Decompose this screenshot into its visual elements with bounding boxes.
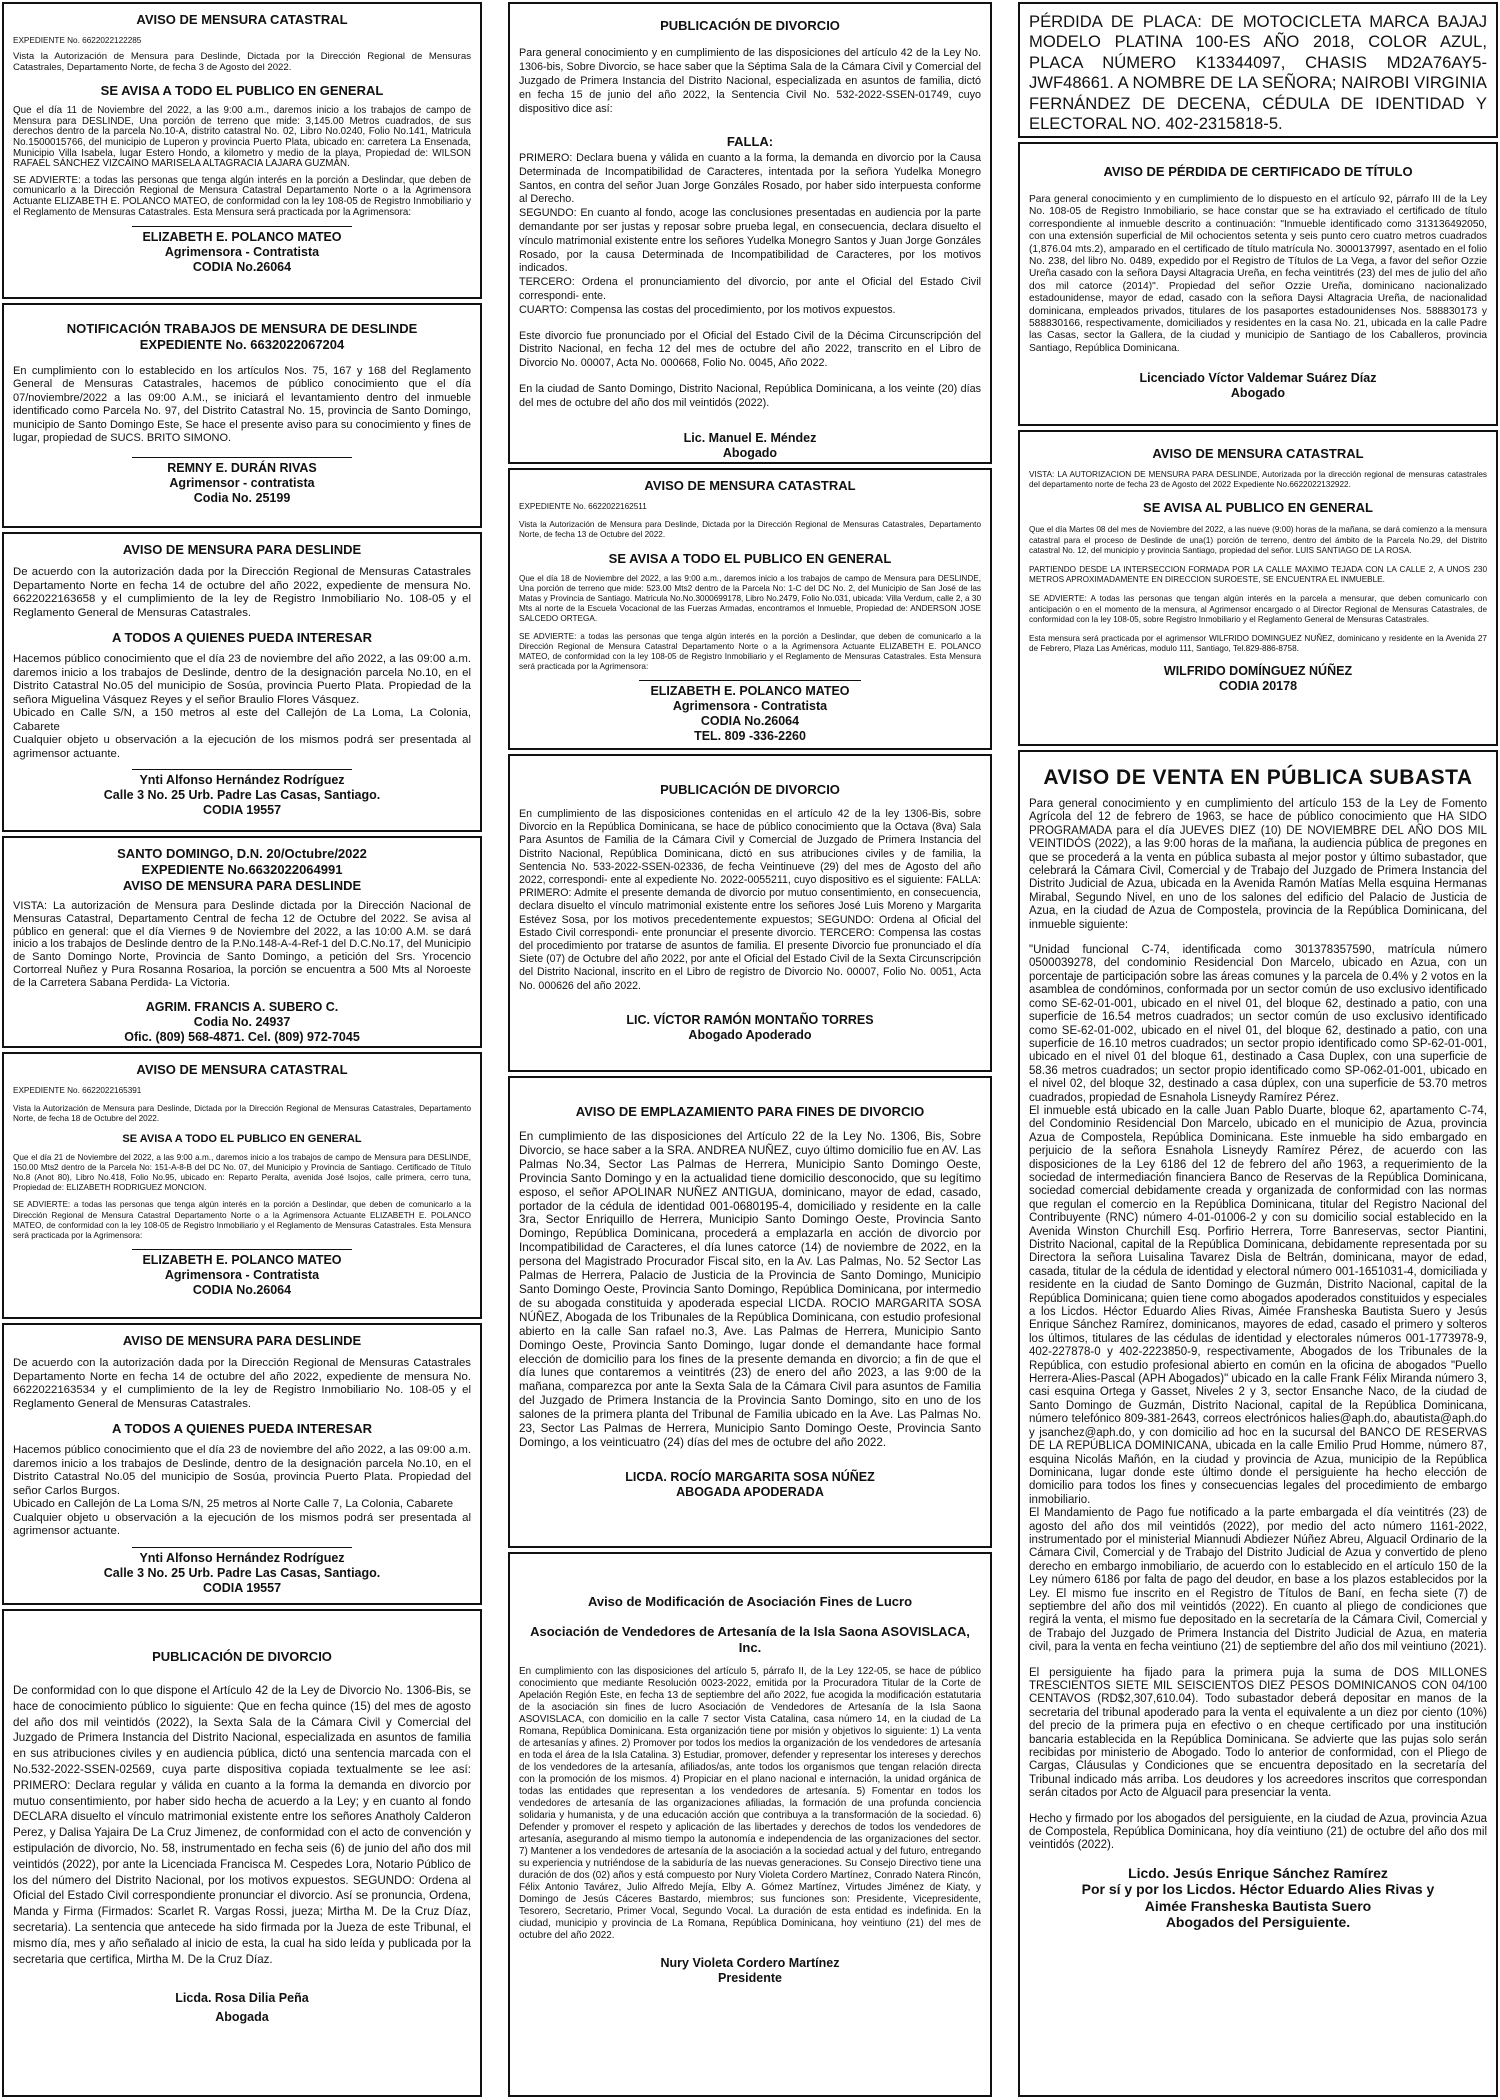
notice-body: Que el día Martes 08 del mes de Noviembre del 2022, a las nueve (9:00) horas de la mañana, se dará comienzo a la mensura catastral para el proceso de Deslinde de una(1) porción de terreno, dentro del ámbito de la Parcela No.29, del Distrito catastral No. 12, del municipio y provincia Santiago, propiedad del señor. LUIS SANTIAGO DE LA ROSA.: [1029, 525, 1487, 555]
signature-role: Abogado: [1230, 386, 1286, 401]
notice-date: SANTO DOMINGO, D.N. 20/Octubre/2022: [117, 846, 367, 861]
notice-body: En cumplimiento con lo establecido en los artículos Nos. 75, 167 y 168 del Reglamento General de Mensuras Catastrales, hacemos de público conocimiento que el día 07/noviembre/2022 a las 09:00 A.M., se iniciará el levantamiento dentro del inmueble identificado como Parcela No. 97, del Distrito Catastral No. 15, provincia de Santo Domingo, municipio de Santo Domingo Este, Se hace el presente aviso para su conocimiento y fines de lugar, propiedad de SUCS. BRITO SIMONO.: [13, 365, 471, 445]
notice-subtitle: A TODOS A QUIENES PUEDA INTERESAR: [111, 630, 373, 645]
notice-divorcio-septima-sala: [508, 2, 992, 464]
signature-name: Ynti Alfonso Hernández Rodríguez: [139, 1550, 345, 1565]
falla-tercero: TERCERO: Ordena el pronunciamiento del divorcio, por ante el Oficial del Estado Civil correspondi- ente.: [519, 276, 981, 302]
signature-co-lawyers: Por sí y por los Licdos. Héctor Eduardo Alies Rivas y: [1081, 1881, 1435, 1898]
notice-body: Hacemos público conocimiento que el día 23 de noviembre del año 2022, a las 09:00 a.m. daremos inicio a los trabajos de Deslinde, dentro de la designación parcela No.10, en el Distrito Catastral No.05 del municipio de Sosúa, provincia Puerto Plata. Propiedad de la señora Miguelina Vásquez Reyes y el señor Braulio Flores Vásquez.: [13, 653, 471, 706]
notice-mensura-catastral-1: [2, 2, 482, 299]
notice-title: AVISO DE MENSURA CATASTRAL: [644, 478, 856, 493]
notice-subtitle: A TODOS A QUIENES PUEDA INTERESAR: [111, 1421, 373, 1436]
notice-title: PUBLICACIÓN DE DIVORCIO: [660, 782, 840, 797]
vista-text: Vista la Autorización de Mensura para Deslinde, Dictada por la Dirección Regional de Mensuras Catastrales, Departamento Norte, de fecha 3 de Agosto del 2022.: [13, 51, 471, 74]
falla-cuarto: CUARTO: Compensa las costas del procedimiento, por los motivos expuestos.: [519, 303, 896, 316]
notice-body: Que el día 11 de Noviembre del 2022, a las 9:00 a.m., daremos inicio a los trabajos de campo de Mensura para DESLINDE, Una porción de terreno que mide: 3,145.00 Metros cuadrados, de sus derechos dentro de la parcela No.10-A, distrito catastral No. 02, Libro No.0240, Folio No.141, Matricula No.1500015766, del municipio de Luperon y provincia Puerto Plata, ubicado en: carretera La Ensenada, Municipio Villa Isabela, lugar Estero Hondo, a kilometro y medio de la playa, Propiedad de: WILSON RAFAEL SÁNCHEZ VIZCAINO MARISELA ALTAGRACIA LAJARA GUZMÁN.: [13, 105, 471, 170]
signature-codia: Codia No. 24937: [193, 1014, 291, 1029]
signature-role: Presidente: [718, 1971, 782, 1985]
notice-body: De acuerdo con la autorización dada por la Dirección Regional de Mensuras Catastrales Departamento Norte en fecha 14 de octubre del año 2022, expediente de mensura No. 6622022163534 y el cumplimiento de la ley de Registro Inmobiliario No. 108-05 y el Reglamento General de Mensuras Catastrales.: [13, 1357, 471, 1410]
signature-name: Ynti Alfonso Hernández Rodríguez: [139, 773, 345, 787]
signature-name: LIC. VÍCTOR RAMÓN MONTAÑO TORRES: [626, 1012, 874, 1027]
notice-mensura-deslinde-1: [2, 532, 482, 832]
notice-body: En cumplimiento de las disposiciones contenidas en el artículo 42 de la ley 1306-Bis, sobre Divorcio en la República Dominicana, se hace de público conocimiento que la Octava (8va) Sala Para Asuntos de Familia de la Cámara Civil y Comercial de Juzgado de Primera Instancia del Distrito Nacional, República Dominicana, dictó en sus atribuciones civiles y de familia, la Sentencia No. 533-2022-SSEN-02336, de fecha Veintinueve (29) del mes de Agosto del año 2022, correspondi- ente al expediente No. 2022-0055211, cuyo dispositivo es el siguiente: FALLA: PRIMERO: Admite el presente demanda de divorcio por mutuo consentimiento, en consecuencia, declara disuelto el vínculo matrimonial existente entre los señores José Luis Moreno y Margarita Estévez Sosa, por los motivos precedentemente expuestos; SEGUNDO: Ordena al Oficial del Estado Civil correspondi- ente pronunciar el presente divorcio. TERCERO: Compensa las costas del procedimiento por tratarse de asuntos de familia. El presente Divorcio fue pronunciado el día Siete (07) de Octubre del año 2022, por ante el Oficial del Estado Civil de la Sexta Circunscripción del Distrito Nacional, inscrito en el Libro de registro de Divorcio No. 00007, Folio No. 0051, Acta No. 000626 del año 2022.: [519, 808, 981, 992]
advierte-text: SE ADVIERTE: a todas las personas que tenga algún interés en la porción a Deslindar, que deben de comunicarlo a la Dirección Regional de Mensura Catastral Departamento Norte o a la Agrimensora Actuante ELIZABETH E. POLANCO MATEO, de conformidad con la ley 108-05 de Registro Inmobiliario y el Reglamento de Mensuras Catastrales. Esta Mensura será practicada por la Agrimensora:: [13, 174, 471, 218]
notice-body: En cumplimiento de las disposiciones del Artículo 22 de la Ley No. 1306, Bis, Sobre Divorcio, se hace saber a la SRA. ANDREA NUÑEZ, cuyo último domicilio fue en AV. Las Palmas No.34, Sector Las Palmas de Herrera, Municipio Santo Domingo Oeste, Provincia Santo Domingo y en la actualidad tiene domicilio desconocido, que su legítimo esposo, el señor APOLINAR NUÑEZ ANTIGUA, dominicano, mayor de edad, casado, portador de la cédula de identidad 001-0680195-4, domiciliado y residente en la calle 3ra, Sector Enriquillo de Herrera, Municipio Santo Domingo Oeste, Provincia Santo Domingo, República Dominicana, procederá a emplazarla en acción de divorcio por Incompatibilidad de Caracteres, el día lunes catorce (14) de noviembre de 2022, en la persona del Magistrado Procurador Fiscal sito, en la Av. Las Palmas, No. 52 Sector Las Palmas de Herrera, Palacio de Justicia de la Provincia de Santo Domingo, Municipio Santo Domingo Oeste, Provincia Santo Domingo, República Dominicana, por intermedio de su abogada constituida y apoderada especial LICDA. ROCIO MARGARITA SOSA NÚÑEZ, Abogada de los Tribunales de la República Dominicana, con estudio profesional abierto en la calle San rafael no.3, Ave. Las Palmas de Herrera, Municipio Santo Domingo Oeste, Provincia Santo Domingo, lugar donde el demandante hace formal elección de domicilio para los fines de la presente demanda en divorcio; a fin de que el día lunes que contaremos a veintitrés (23) de enero del año 2023, a las 9:00 de la mañana, comparezca por ante la Sexta Sala de la Cámara Civil para asuntos de Familia del Juzgado de Primera Instancia de la Provincia Santo Domingo, sito en uno de los salones de la primera planta del Tribunal de Familia ubicado en la Ave. Las Palmas No. 23, Sector Las Palmas de Herrera, Municipio Santo Domingo Oeste, Provincia Santo Domingo, a los veinticuatro (24) días del mes de octubre del año 2022.: [519, 1130, 981, 1449]
notice-expediente: EXPEDIENTE No.6632022064991: [141, 862, 343, 877]
notice-body: Para general conocimiento y en cumplimiento de las disposiciones del artículo 42 de la Ley No. 1306-bis, Sobre Divorcio, se hace saber que la Séptima Sala de la Cámara Civil y Comercial del Juzgado de Primera Instancia del Distrito Nacional, especializada en asuntos de familia, dictó en fecha 15 de junio del año 2022, la Sentencia Civil No. 532-2022-SSEN-01749, cuyo dispositivo dice así:: [519, 47, 981, 115]
notice-title: AVISO DE MENSURA PARA DESLINDE: [122, 878, 362, 893]
notice-body: De acuerdo con la autorización dada por la Dirección Regional de Mensuras Catastrales Departamento Norte en fecha 14 de octubre del año 2022, expediente de mensura No. 6622022163658 y el cumplimiento de la ley de Registro Inmobiliario No. 108-05 y el Reglamento General de Mensuras Catastrales.: [13, 566, 471, 619]
falla-heading: FALLA:: [726, 134, 774, 149]
notice-title: AVISO DE MENSURA CATASTRAL: [136, 1062, 348, 1077]
signature-co-lawyer: Aimée Fransheska Bautista Suero: [1144, 1897, 1372, 1914]
notice-mensura-catastral-col2: [508, 468, 992, 750]
signature-codia: CODIA No.26064: [700, 714, 800, 729]
subasta-intro: Para general conocimiento y en cumplimiento del artículo 153 de la Ley de Fomento Agrícola del 12 de febrero de 1963, se hace de público conocimiento que HA SIDO PROGRAMADA para el día JUEVES DIEZ (10) DE NOVIEMBRE DEL AÑO DOS MIL VEINTIDÓS (2022), a las 9:00 horas de la mañana, la audiencia pública de pregones en que se procederá a la venta en pública subasta al mejor postor y último subastador, que celebrará la Cámara Civil, Comercial y de Trabajo del Juzgado de Primera Instancia del Distrito Judicial de Azua, ubicada en la Avenida Ramón Matías Mella esquina Hermanas Mirabal, Segundo Nivel, en uno de los salones del edificio del Palacio de Justicia de Azua, en la ciudad de Azua de Compostela, provincia de la República Dominicana, del inmueble siguiente:: [1029, 798, 1487, 931]
notice-deslinde-notificacion: [2, 303, 482, 528]
signature-role: Agrimensor - contratista: [169, 476, 315, 491]
falla-segundo: SEGUNDO: En cuanto al fondo, acoge las conclusiones presentadas en audiencia por la parte demandante por ser justas y reposar sobre prueba legal, en consecuencia, declara disuelto el vínculo matrimonial existente entre los señores Yudelka Monegro Santos y Juan Jorge Gonzáles Rosado, por la causa Determinada de Incompatibilidad de Caracteres, por los motivos indicados.: [519, 207, 981, 275]
notice-title: AVISO DE MENSURA CATASTRAL: [136, 12, 348, 27]
signature-name: WILFRIDO DOMÍNGUEZ NÚÑEZ: [1163, 664, 1353, 679]
notice-location: Ubicado en Calle S/N, a 150 metros al este del Callejón de La Loma, La Colonia, Cabarete: [13, 707, 471, 733]
inmueble-description: "Unidad funcional C-74, identificada como 301378357590, matrícula número 0500039278, del condominio Residencial Don Marcelo, ubicado en Azua, con un porcentaje de participación sobre las áreas comunes y la parcela de 0.4% y 2 votos en la asamblea de condóminos, conformada por un sector común de uso exclusivo identificado como SE-62-01-001, ubicado en el nivel 01, del bloque 62, destinado a patio, con una superficie de 16.54 metros cuadrados; un sector común de uso exclusivo identificado como SE-62-01-002, ubicado en el nivel 01, del bloque 62, destinado a patio, con una superficie de 16.10 metros cuadrados; un sector propio identificado como SP-62-01-001, ubicado en el nivel 01 del bloque 61, destinado a Casa Duplex, con una superficie de 58.36 metros cuadrados; un sector propio identificado como SP-062-01-001, ubicado en el nivel 02, del bloque 32, destinado a casa dúplex, con una superficie de 53.70 metros cuadrados, propiedad de Esnahola Lisneydy Ramírez Pérez.: [1029, 944, 1487, 1104]
agrimensor-text: Esta mensura será practicada por el agrimensor WILFRIDO DOMINGUEZ NUÑEZ, dominicano y residente en la Avenida 27 de Febrero, Plaza Las Américas, modulo 111, Santiago, Tel.829-886-8758.: [1029, 634, 1487, 654]
signature-role: Abogado: [722, 445, 778, 460]
signature-name: ELIZABETH E. POLANCO MATEO: [142, 230, 342, 245]
signature-address: Calle 3 No. 25 Urb. Padre Las Casas, Santiago.: [103, 788, 381, 802]
notice-title: PUBLICACIÓN DE DIVORCIO: [660, 18, 840, 33]
notice-subtitle: SE AVISA A TODO EL PUBLICO EN GENERAL: [608, 550, 892, 566]
embargo-details: El inmueble está ubicado en la calle Juan Pablo Duarte, bloque 62, apartamento C-74, del Condominio Residencial Don Marcelo, ubicado en el municipio de Azua, provincia Azua de Compostela, República Dominicana. Este inmueble ha sido embargado en perjuicio de la señora Esnahola Lisneydy Ramírez Pérez, de acuerdo con las disposiciones de la Ley 6186 del 12 de febrero del año 1963, a requerimiento de la sociedad de intermediación financiera Banco de Reservas de la República Dominicana, sociedad comercial debidamente creada y organizada de conformidad con las normas que regulan el comercio en la República Dominicana, titular del Registro Nacional del Contribuyente (RNC) número 4-01-01006-2 y con su domicilio social establecido en la Avenida Winston Churchill Esq. Porfirio Herrera, Torre Banreservas, sector Piantini, Distrito Nacional, capital de la República Dominicana, debidamente representada por su Directora la señora Luisalina Tavarez Disla de Beltrán, dominicana, mayor de edad, casada, titular de la cédula de identidad y electoral número 001-1651031-4, domiciliada y residente en la ciudad de Santo Domingo de Guzmán, Distrito Nacional, capital de la República Dominicana; quien tiene como abogados apoderados constituidos y especiales a los Licdos. Héctor Eduardo Alies Rivas, Aimée Fransheska Bautista Suero y Jesús Enrique Sánchez Ramírez, dominicanos, mayores de edad, casado el primero y solteros los últimos, titulares de las cédulas de identidad y electorales números 001-1773978-9, 402-227878-0 y 402-2223850-9, respectivamente, Abogados de los Tribunales de la República, con estudio profesional abierto en común en la oficina de abogados "Puello Herrera-Alies-Pascal (APH Abogados)" ubicado en la calle Frank Félix Miranda número 3, casi esquina Ortega y Gasset, Niveles 2 y 3, sector Ensanche Naco, de la ciudad de Santo Domingo de Guzmán, Distrito Nacional, capital de la República Dominicana, número telefónico 809-381-2643, correos electrónicos halies@aph.do, abautista@aph.do y jsanchez@aph.do, y con domicilio ad hoc en la sucursal del BANCO DE RESERVAS DE LA REPÚBLICA DOMINICANA, ubicada en la calle Emilio Prud Homme, número 87, esquina Nicolás Mañón, en la ciudad y provincia de Azua, municipio de la República Dominicana, lugar donde este último donde el persiguiente ha hecho elección de domicilio para todos los fines y consecuencias legales del procedimiento de embargo inmobiliario.: [1029, 1104, 1487, 1506]
notice-venta-publica-subasta: [1018, 750, 1498, 2097]
vista-text: Vista la Autorización de Mensura para Deslinde, Dictada por la Dirección Regional de Mensuras Catastrales, Departamento Norte, de fecha 18 de Octubre del 2022.: [13, 1104, 471, 1124]
notice-body: Hacemos público conocimiento que el día 23 de noviembre del año 2022, a las 09:00 a.m. daremos inicio a los trabajos de Deslinde, dentro de la designación parcela No.10, en el Distrito Catastral No.05 del municipio de Sosúa, provincia Puerto Plata. Propiedad del señor Carlos Burgos.: [13, 1444, 471, 1497]
signature-role: Agrimensora - Contratista: [672, 699, 828, 714]
signature-role: Abogados del Persiguiente.: [1165, 1914, 1351, 1931]
signature-line: [132, 1249, 352, 1250]
signature-name: REMNY E. DURÁN RIVAS: [167, 461, 317, 476]
notice-title: AVISO DE MENSURA PARA DESLINDE: [122, 1333, 362, 1348]
firma-text: Hecho y firmado por los abogados del persiguiente, en la ciudad de Azua, provincia Azua de Compostela, República Dominicana, hoy día veintiuno (21) de octubre del año dos mil veintidós (2022).: [1029, 1812, 1487, 1852]
notice-title: AVISO DE PÉRDIDA DE CERTIFICADO DE TÍTULO: [1103, 164, 1413, 179]
notice-subtitle: SE AVISA AL PUBLICO EN GENERAL: [1143, 500, 1373, 516]
vista-text: Vista la Autorización de Mensura para Deslinde, Dictada por la Dirección Regional de Mensuras Catastrales, Departamento Norte, de fecha 13 de Octubre del 2022.: [519, 520, 981, 540]
fecha-text: En la ciudad de Santo Domingo, Distrito Nacional, República Dominicana, a los veinte (20) días del mes de octubre del año dos mil veintidós (2022).: [519, 382, 981, 409]
notice-perdida-placa: [1018, 2, 1498, 138]
notice-body: Que el día 21 de Noviembre del 2022, a las 9:00 a.m., daremos inicio a los trabajos de campo de Mensura para DESLINDE, 150.00 Mts2 dentro de la Parcela No: 151-A-8-B del DC No. 07, del Municipio y Provincia de Santiago. Certificado de Título No.8 (Anot 80), Libro No.418, Folio No.95, ubicado en: Reparto Peralta, avenida José Isojos, calle primera, cerro tuna, Propiedad de: ELIZABETH RODRIGUEZ MONCION.: [13, 1152, 471, 1193]
notice-location: Ubicado en Callejón de La Loma S/N, 25 metros al Norte Calle 7, La Colonia, Cabarete: [13, 1498, 454, 1510]
advierte-text: SE ADVIERTE: a todas las personas que tenga algún interés en la porción a Deslindar, que deben de comunicarlo a la Dirección Regional de Mensura Catastral Departamento Norte o a la Agrimensora Actuante ELIZABETH E. POLANCO MATEO, de conformidad con la ley 108-05 de Registro Inmobiliario y el Reglamento de Mensuras Catastrales. Esta Mensura será practicada por la Agrimensora:: [13, 1200, 471, 1241]
notice-title: PUBLICACIÓN DE DIVORCIO: [152, 1649, 332, 1664]
advierte-text: SE ADVIERTE: A todas las personas que tengan algún interés en la parcela a mensurar, que deben comunicarlo con anticipación o en el momento de la mensura, al Agrimensor encargado o al Director Regional de Mensuras Catastrales, de conformidad con la ley 108-05, sobre Registro Inmobiliario y el Reglamento General de Mensuras Catastrales.: [1029, 594, 1487, 624]
notice-body: PÉRDIDA DE PLACA: DE MOTOCICLETA MARCA BAJAJ MODELO PLATINA 100-ES AÑO 2018, COLOR AZUL, PLACA NÚMERO K13344097, CHASIS MD2A76AY5-JWF48661. A NOMBRE DE LA SEÑORA; NAIROBI VIRGINIA FERNÁNDEZ DE DECENA, CÉDULA DE IDENTIDAD Y ELECTORAL NO. 402-2315818-5.: [1029, 12, 1487, 134]
notice-body: Para general conocimiento y en cumplimiento de lo dispuesto en el artículo 92, párrafo III de la Ley No. 108-05 de Registro Inmobiliario, se hace constar que se ha extraviado el certificado de título correspondiente al inmueble descrito a continuación: "Inmueble identificado como 313136492050, con una extensión superficial de Mil ochocientos setenta y seis punto cero cuatro metros cuadrados (1,876.04 mts.2), amparado en el certificado de título matrícula No. 3000137997, asentado en el folio No. 238, del libro No. 0489, expedido por el Registro de Títulos de La Vega, a favor del señor Ozzie Ureña casado con la señora Daysi Altagracia Ureña, en fecha veintitrés (23) del mes de julio del año dos mil catorce (2014)". Propiedad del señor Ozzie Ureña, dominicano nacionalizado estadounidense, mayor de edad, casado con la señora Daysi Altagracia Ureña, de nacionalidad dominicana, empleados privados, titulares de los pasaportes estadounidenses Nos. 588830173 y 588830166, respectivamente, domiciliados y residentes en la casa No. 21, ubicada en la calle Padre las Casas, sector la Gallera, de la ciudad y municipio de Santiago de los Caballeros, provincia Santiago, República Dominicana.: [1029, 194, 1487, 354]
notice-mensura-catastral-2: [2, 1052, 482, 1319]
notice-location: PARTIENDO DESDE LA INTERSECCION FORMADA POR LA CALLE MAXIMO TEJADA CON LA CALLE 2, A UNOS 230 METROS APROXIMADAMENTE EN DIRECCION SUROESTE, SE ENCUENTRA EL INMUEBLE.: [1029, 565, 1487, 585]
primera-puja: El persiguiente ha fijado para la primera puja la suma de DOS MILLONES TRESCIENTOS SIETE MIL SEISCIENTOS DIEZ PESOS DOMINICANOS CON 04/100 CENTAVOS (RD$2,307,610.04). Todo subastador deberá depositar en manos de la secretaria del tribunal apoderado para la venta el equivalente a un diez por ciento (10%) del precio de la primera puja en efectivo o en cheque certificado por una institución bancaria establecida en la República Dominicana. Se advierte que las pujas solo serán recibidas por ministerio de Abogado. Todo lo anterior de conformidad, con el Pliego de Cargas, Cláusulas y Condiciones que se encuentra depositado en la secretaría del Tribunal indicado más arriba. Los deudores y los acreedores inscritos que correspondan serán citados por Acto de Alguacil para presenciar la venta.: [1029, 1666, 1487, 1800]
signature-codia: CODIA No.26064: [192, 1283, 292, 1298]
signature-role: Agrimensora - Contratista: [164, 1268, 320, 1283]
notice-closing: Cualquier objeto u observación a la ejecución de los mismos podrá ser presentada al agrimensor actuante.: [13, 1511, 471, 1537]
signature-name: Licda. Rosa Dilia Peña: [175, 1991, 309, 2006]
notice-perdida-certificado: [1018, 142, 1498, 426]
mandamiento-pago: El Mandamiento de Pago fue notificado a la parte embargada el día veintitrés (23) de agosto del año dos mil veintidós (2022), por medio del acto número 1161-2022, instrumentado por el ministerial Miannudi Abdiezer Núñez Abreu, Alguacil Ordinario de la Cámara Civil, Comercial y de Trabajo del Distrito Judicial de Azua y convertido de pleno derecho en embargo inmobiliario, de acuerdo con lo establecido en el artículo 150 de la Ley número 6186 por falta de pago del deudor, en base a los plazos establecidos por la Ley. El mismo fue inscrito en el Registro de Títulos de Baní, en fecha siete (7) de septiembre del año dos mil veintidós (2022). En cuanto al pliego de condiciones que regirá la venta, el mismo fue depositado en la secretaría de la Cámara Civil, Comercial y de Trabajo del Juzgado de Primera Instancia del Distrito Judicial de Azua, en materia civil, para la venta en fecha veintiuno (21) de septiembre del año dos mil veintiuno (2021).: [1029, 1507, 1487, 1654]
notice-title: Aviso de Modificación de Asociación Fines de Lucro: [587, 1594, 913, 1609]
advierte-text: SE ADVIERTE: a todas las personas que tenga algún interés en la porción a Deslindar, que deben de comunicarlo a la Dirección Regional de Mensura Catastral Departamento Norte o a la Agrimensora Actuante ELIZABETH E. POLANCO MATEO, de conformidad con la ley 108-05 de Registro Inmobiliario y el Reglamento de Mensuras Catastrales. Esta Mensura será practicada por la Agrimensora:: [519, 631, 981, 672]
notice-emplazamiento-divorcio: [508, 1076, 992, 1548]
signature-codia: CODIA 19557: [202, 803, 282, 817]
signature-codia: Codia No. 25199: [193, 491, 291, 506]
pronunciamiento-text: Este divorcio fue pronunciado por el Oficial del Estado Civil de la Décima Circunscripción del Distrito Nacional, en fecha 12 del mes de octubre del año 2022, transcrito en el Libro de Divorcio No. 00007, Acta No. 000668, Folio No. 0045, Año 2022.: [519, 329, 981, 370]
expediente-number: EXPEDIENTE No. 6622022162511: [519, 502, 647, 511]
signature-name: LICDA. ROCÍO MARGARITA SOSA NÚÑEZ: [625, 1469, 875, 1484]
notice-mensura-catastral-col3: [1018, 430, 1498, 746]
signature-name: ELIZABETH E. POLANCO MATEO: [142, 1253, 342, 1268]
signature-name: Lic. Manuel E. Méndez: [683, 430, 817, 445]
signature-line: [132, 1547, 352, 1548]
signature-role: Abogada: [215, 2010, 269, 2025]
association-name: Asociación de Vendedores de Artesanía de la Isla Saona ASOVISLACA, Inc.: [530, 1624, 970, 1655]
vista-text: VISTA: LA AUTORIZACION DE MENSURA PARA DESLINDE, Autorizada por la dirección regional de mensuras catastrales del departamento norte de fecha 23 de Agosto del 2022 Expediente No.6622022132922.: [1029, 470, 1487, 490]
notice-title: AVISO DE EMPLAZAMIENTO PARA FINES DE DIVORCIO: [575, 1104, 925, 1119]
notice-subtitle: SE AVISA A TODO EL PUBLICO EN GENERAL: [100, 83, 384, 99]
signature-phone: Ofic. (809) 568-4871. Cel. (809) 972-7045: [124, 1029, 360, 1044]
signature-phone: TEL. 809 -336-2260: [694, 729, 806, 744]
notice-title: NOTIFICACIÓN TRABAJOS DE MENSURA DE DESLINDE: [66, 321, 418, 336]
signature-role: ABOGADA APODERADA: [676, 1484, 824, 1499]
signature-codia: CODIA No.26064: [192, 260, 292, 275]
expediente-number: EXPEDIENTE No. 6622022165391: [13, 1086, 142, 1095]
falla-primero: PRIMERO: Declara buena y válida en cuanto a la forma, la demanda en divorcio por la Causa Determinada de Incompatibilidad de Caracteres, intentada por la señora Yudelka Monegro Santos, en contra del señor Juan Jorge Gonzáles Rosado, por haber sido interpuesta conforme al Derecho.: [519, 152, 981, 206]
notice-title: AVISO DE MENSURA PARA DESLINDE: [122, 542, 362, 557]
signature-name: Nury Violeta Cordero Martínez: [660, 1956, 840, 1970]
notice-title: AVISO DE VENTA EN PÚBLICA SUBASTA: [1043, 766, 1473, 789]
signature-codia: CODIA 19557: [202, 1580, 282, 1595]
notice-subtitle: SE AVISA A TODO EL PUBLICO EN GENERAL: [122, 1132, 362, 1145]
signature-line: [132, 457, 352, 458]
signature-role: Agrimensora - Contratista: [164, 245, 320, 260]
notice-expediente: EXPEDIENTE No. 6632022067204: [139, 337, 345, 352]
signature-name: ELIZABETH E. POLANCO MATEO: [650, 684, 850, 699]
notice-divorcio-col1: [2, 1609, 482, 2097]
notice-mensura-deslinde-2: [2, 1323, 482, 1605]
signature-line: [132, 769, 352, 770]
signature-address: Calle 3 No. 25 Urb. Padre Las Casas, Santiago.: [103, 1565, 381, 1580]
notice-body: VISTA: La autorización de Mensura para Deslinde dictada por la Dirección Nacional de Mensuras Catastral, Departamento Central de fecha 12 de Octubre del 2022. Se avisa al público en general: que el día Viernes 9 de Noviembre del 2022, a las 10:00 A.M. se dará inicio a los trabajos de Deslinde dentro de la P.No.148-A-4-Ref-1 del D.C.No.17, del Municipio de Santo Domingo Norte, Provincia de Santo Domingo, a petición del Srs. Yrocencio Cortorreal Nuñez y Pura Rosanna Rosarioa, la porción se encuentra a 500 Mts al Noroeste de la Carretera Sabana Perdida- La Victoria.: [13, 900, 471, 989]
notice-title: AVISO DE MENSURA CATASTRAL: [1152, 446, 1364, 461]
expediente-number: EXPEDIENTE No. 6622022122285: [13, 36, 142, 45]
signature-codia: CODIA 20178: [1218, 679, 1298, 694]
signature-line: [639, 680, 861, 681]
notice-body: De conformidad con lo que dispone el Artículo 42 de la Ley de Divorcio No. 1306-Bis, se hace de conocimiento público lo siguiente: Que en fecha quince (15) del mes de agosto del año dos mil veintidós (2022), la Sexta Sala de la Cámara Civil y Comercial del Juzgado de Primera Instancia del Distrito Nacional, especializada en asuntos de familia en sus atribuciones civiles y en audiencia pública, dictó una sentencia marcada con el No.532-2022-SSEN-02569, cuya parte dispositiva copiada textualmente se lee así: PRIMERO: Declara regular y válida en cuanto a la forma la demanda en divorcio por mutuo consentimiento, por haber sido hecha de acuerdo a la Ley; y en cuanto al fondo DECLARA disuelto el vínculo matrimonial existente entre los señores Anatholy Calderon Perez, y Dalisa Yajaira De La Cruz Jimenez, de conformidad con el acto de convención y estipulación de divorcio, No. 58, instrumentado en fecha seis (6) de junio del año dos mil veintidós (2022), por ante la Licenciada Francisca M. Cespedes Lora, Notario Público de los del número del Distrito Nacional, por los motivos expuestos. SEGUNDO: Ordena al Oficial del Estado Civil correspondiente pronunciar el divorcio. Así se pronuncia, Ordena, Manda y Firma (Firmados: Scarlet R. Vargas Rossi, jueza; Mirtha M. De la Cruz Díaz, secretaria). La sentencia que antecede ha sido firmada por la Jueza de este Tribunal, el mismo día, mes y año señalado al inicio de esta, la cual ha sido leída y publicada por la secretaria que certifica, Mirtha M. De la Cruz Díaz.: [13, 1684, 471, 1966]
signature-name: AGRIM. FRANCIS A. SUBERO C.: [145, 999, 339, 1014]
signature-line: [132, 226, 352, 227]
signature-name: Licdo. Jesús Enrique Sánchez Ramírez: [1128, 1864, 1388, 1881]
notice-closing: Cualquier objeto u observación a la ejecución de los mismos podrá ser presentada al agrimensor actuante.: [13, 734, 471, 760]
notice-modificacion-asociacion: [508, 1552, 992, 2097]
notice-body: Que el día 18 de Noviembre del 2022, a las 9:00 a.m., daremos inicio a los trabajos de campo de Mensura para DESLINDE, Una porción de terreno que mide: 523.00 Mts2 dentro de la Parcela No: 1-C del DC No. 2, del Municipio de San José de las Matas y Provincia de Santiago. Matricula No.No.3000699178, Libro No.2479, Folio No.031, ubicada: Villa Verdum, calle 2, a 30 Mts al norte de la Escuela Vocacional de las Fuerzas Armadas, encontramos el Inmueble, Propiedad de: ANDERSON JOSE SALCEDO ORTEGA.: [519, 573, 981, 624]
signature-role: Abogado Apoderado: [688, 1027, 812, 1042]
signature-name: Licenciado Víctor Valdemar Suárez Díaz: [1139, 371, 1377, 386]
notice-body: En cumplimiento con las disposiciones del artículo 5, párrafo II, de la Ley 122-05, se hace de público conocimiento que mediante Resolución 0023-2022, emitida por la Procuradora Titular de la Corte de Apelación Región Este, en fecha 13 de septiembre del año 2022, fue acogida la modificación estatutaria de la asociación sin fines de lucro Asociación de Vendedores de Artesanía de la Isla Saona ASOVISLACA, con domicilio en la calle 7 sector Vista Catalina, casa número 14, en la ciudad de La Romana, República Dominicana. Esta organización tiene por misión y objetivos lo siguiente: 1) La venta de artesanías y afines. 2) Promover por todos los medios la organización de los vendedores de artesanía en toda el área de la Isla Catalina. 3) Estudiar, promover, defender y representar los intereses y derechos de los vendedores de la artesanía, afiliados/as, ante todos los organismos que tengan relación directa con la promoción de los mismos. 4) Propiciar en el plano nacional e internación, la unidad orgánica de todas las entidades que representan a los vendedores de artesanía. 5) Fomentar en todos los vendedores de artesanía de las organizaciones afiliadas, la formación de una profunda conciencia solidaria y humanista, y de una educación acción que contribuya a la transformación de la sociedad. 6) Defender y promover el respeto y aplicación de las libertades y derechos de todos los vendedores de artesanía, asegurando al mismo tiempo la autonomía e independencia de las organizaciones del sector. 7) Mantener a los vendedores de artesanía de la asociación a la sociedad actual y del futuro, entregando su experiencia y nutriéndose de la sabiduría de las nuevas generaciones. Su Consejo Directivo tiene una duración de dos (02) años y está compuesto por Nury Violeta Cordero Martínez, Conrado Natera Rincón, Félix Antonio Tavárez, Julio Alfredo Mejía, Elby A. Gómez Martínez, Virtudes Jiménez de Kiaty, y Domingo de Jesús Cáceres Bastardo, miembros; sus funciones son: Presidente, Vicepresidente, Tesorero, Secretario, Primer Vocal, Segundo Vocal. La duración de esta entidad es indefinida. En la ciudad, municipio y provincia de La Romana, República Dominicana, hoy veintiuno (21) del mes de octubre del año 2022.: [519, 1666, 981, 1941]
notice-santo-domingo-deslinde: [2, 836, 482, 1048]
notice-divorcio-octava-sala: [508, 754, 992, 1072]
